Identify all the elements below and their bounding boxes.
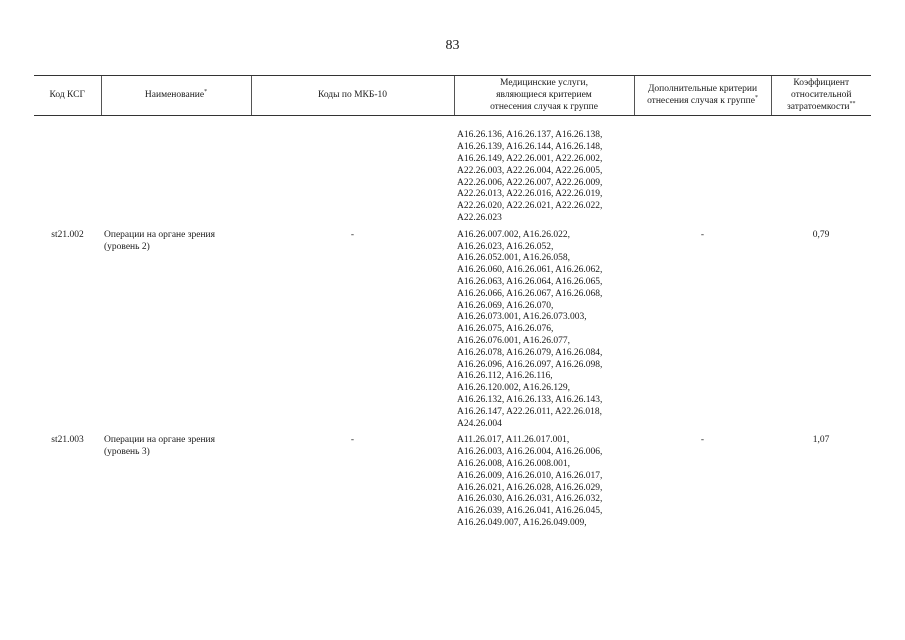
service-code-line: A16.26.030, A16.26.031, A16.26.032, — [457, 494, 603, 505]
service-code-line: A22.26.020, A22.26.021, A22.26.022, — [457, 201, 603, 212]
table-header-row — [34, 76, 871, 116]
ksg-code: st21.002 — [51, 229, 84, 240]
extra-criteria: - — [700, 229, 705, 240]
service-code-line: A16.26.066, A16.26.067, A16.26.068, — [457, 288, 603, 299]
service-code-line: A16.26.007.002, A16.26.022, — [457, 229, 570, 240]
header-coef-footnote-mark: ** — [849, 100, 856, 107]
service-code-line: A16.26.136, A16.26.137, A16.26.138, — [457, 130, 603, 141]
header-coefficient: Коэффициент относительной затратоемкости** — [771, 76, 871, 116]
coefficient-value: 0,79 — [812, 229, 830, 240]
header-services: Медицинские услуги, являющиеся критерием отнесения случая к группе — [454, 76, 634, 116]
service-code-line: A16.26.049.007, A16.26.049.009, — [457, 517, 587, 528]
service-code-line: A16.26.112, A16.26.116, — [457, 371, 553, 382]
service-code-line: A16.26.147, A22.26.011, A22.26.018, — [457, 406, 603, 417]
service-code-line: A16.26.003, A16.26.004, A16.26.006, — [457, 447, 603, 458]
service-code-line: A22.26.013, A22.26.016, A22.26.019, — [457, 189, 603, 200]
ksg-code: st21.003 — [51, 435, 84, 446]
service-code-line: A24.26.004 — [457, 418, 502, 429]
services-cell — [454, 130, 634, 224]
service-code-line: A16.26.052.001, A16.26.058, — [457, 253, 570, 264]
services-cell — [454, 225, 634, 431]
service-code-line: A11.26.017, A11.26.017.001, — [457, 435, 570, 446]
service-code-line: A16.26.149, A22.26.001, A22.26.002, — [457, 153, 603, 164]
service-code-line: A16.26.009, A16.26.010, A16.26.017, — [457, 470, 603, 481]
extra-criteria: - — [700, 435, 705, 446]
service-code-line: A16.26.075, A16.26.076, — [457, 324, 554, 335]
service-code-line: A22.26.006, A22.26.007, A22.26.009, — [457, 177, 603, 188]
ksg-name: Операции на органе зрения (уровень 3) — [104, 435, 215, 458]
service-code-line: A16.26.120.002, A16.26.129, — [457, 383, 570, 394]
table-row — [34, 430, 871, 529]
service-code-line: A22.26.023 — [457, 212, 502, 223]
header-name-footnote-mark: * — [204, 88, 208, 95]
coefficient-value: 1,07 — [812, 435, 830, 446]
ksg-table — [34, 75, 871, 530]
table-row-continuation — [34, 130, 871, 224]
header-mkb: Коды по МКБ-10 — [251, 76, 454, 116]
services-cell — [454, 430, 634, 529]
page-number: 83 — [445, 38, 460, 53]
header-extra-criteria: Дополнительные критерии отнесения случая к группе* — [634, 76, 771, 116]
service-code-line: A22.26.003, A22.26.004, A22.26.005, — [457, 165, 603, 176]
service-code-line: A16.26.023, A16.26.052, — [457, 241, 554, 252]
header-extra-footnote-mark: * — [754, 94, 758, 101]
service-code-line: A16.26.063, A16.26.064, A16.26.065, — [457, 276, 603, 287]
table-row — [34, 225, 871, 431]
service-code-line: A16.26.096, A16.26.097, A16.26.098, — [457, 359, 603, 370]
mkb-codes: - — [350, 435, 355, 446]
header-code: Код КСГ — [34, 76, 101, 116]
service-code-line: A16.26.076.001, A16.26.077, — [457, 335, 570, 346]
mkb-codes: - — [350, 229, 355, 240]
service-code-line: A16.26.069, A16.26.070, — [457, 300, 554, 311]
service-code-line: A16.26.139, A16.26.144, A16.26.148, — [457, 142, 603, 153]
service-code-line: A16.26.021, A16.26.028, A16.26.029, — [457, 482, 603, 493]
service-code-line: A16.26.073.001, A16.26.073.003, — [457, 312, 587, 323]
service-code-line: A16.26.078, A16.26.079, A16.26.084, — [457, 347, 603, 358]
service-code-line: A16.26.060, A16.26.061, A16.26.062, — [457, 265, 603, 276]
service-code-line: A16.26.132, A16.26.133, A16.26.143, — [457, 394, 603, 405]
service-code-line: A16.26.008, A16.26.008.001, — [457, 458, 570, 469]
ksg-name: Операции на органе зрения (уровень 2) — [104, 229, 215, 252]
header-name: Наименование* — [101, 76, 251, 116]
service-code-line: A16.26.039, A16.26.041, A16.26.045, — [457, 506, 603, 517]
